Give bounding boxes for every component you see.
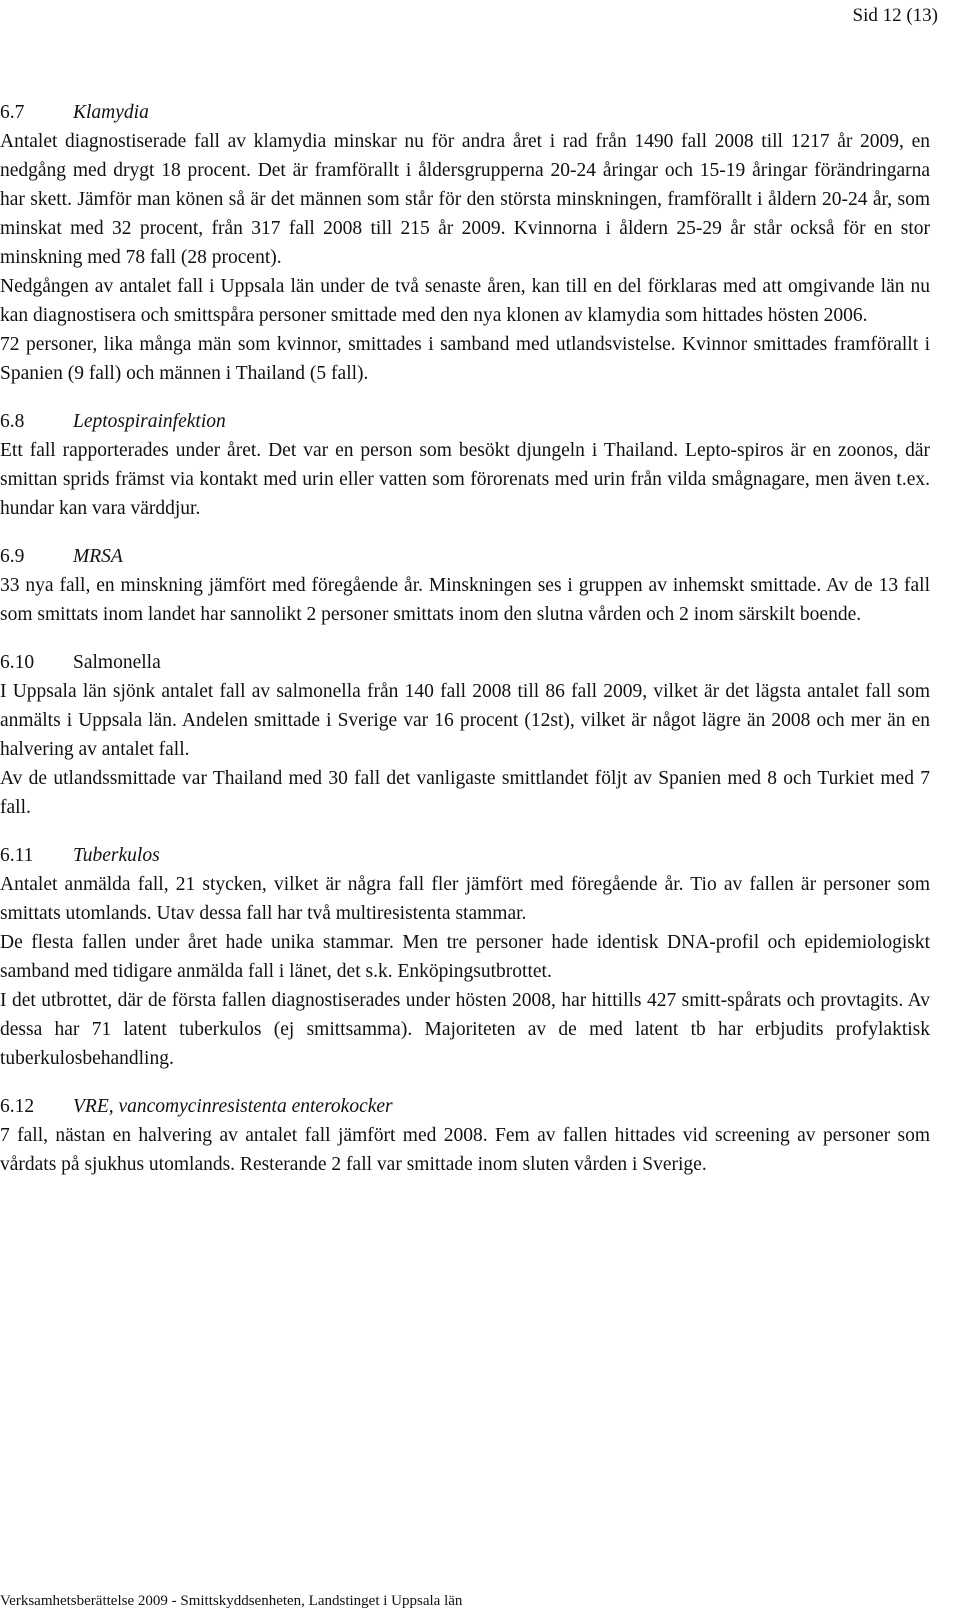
section-klamydia [0, 98, 930, 388]
paragraph: I Uppsala län sjönk antalet fall av salmonella från 140 fall 2008 till 86 fall 2009, vilket är det lägsta antalet fall som anmälts i Uppsala län. Andelen smittade i Sverige var 16 procent (12st), vilket är något lägre än 2008 och mer än en halvering av antalet fall. [0, 681, 930, 760]
section-heading [0, 407, 930, 436]
section-title: VRE, vancomycinresistenta enterokocker [73, 1096, 393, 1117]
section-tuberkulos [0, 841, 930, 1073]
paragraph: Antalet anmälda fall, 21 stycken, vilket är några fall fler jämfört med föregående år. Tio av fallen är personer som smittats utomlands. Utav dessa fall har två multiresistenta stammar. [0, 874, 930, 924]
paragraph: I det utbrottet, där de första fallen diagnostiserades under hösten 2008, har hittills 427 smitt-spårats och provtagits. Av dessa har 71 latent tuberkulos (ej smittsamma). Majoriteten av de med latent tb har erbjudits profylaktisk tuberkulosbehandling. [0, 990, 930, 1069]
section-heading [0, 648, 930, 677]
paragraph: 7 fall, nästan en halvering av antalet fall jämfört med 2008. Fem av fallen hittades vid screening av personer som vårdats på sjukhus utomlands. Resterande 2 fall var smittade inom sluten vården i Sverige. [0, 1125, 930, 1175]
section-title: MRSA [73, 546, 123, 567]
section-mrsa [0, 542, 930, 629]
section-number: 6.10 [0, 652, 35, 673]
paragraph: 72 personer, lika många män som kvinnor, smittades i samband med utlandsvistelse. Kvinnor smittades framförallt i Spanien (9 fall) och männen i Thailand (5 fall). [0, 334, 930, 384]
section-number: 6.9 [0, 546, 25, 567]
paragraph: Av de utlandssmittade var Thailand med 30 fall det vanligaste smittlandet följt av Spanien med 8 och Turkiet med 7 fall. [0, 768, 930, 818]
section-heading [0, 1092, 930, 1121]
paragraph: Antalet diagnostiserade fall av klamydia minskar nu för andra året i rad från 1490 fall 2008 till 1217 år 2009, en nedgång med drygt 18 procent. Det är framförallt i åldersgrupperna 20-24 åringar och 15-19 åringar förändringarna har skett. Jämför man könen så är det männen som står för den största minskningen, framförallt i åldern 20-24 år, som minskat med 32 procent, från 317 fall 2008 till 215 år 2009. Kvinnorna i åldern 25-29 år står också för en stor minskning med 78 fall (28 procent). [0, 131, 930, 268]
paragraph: Ett fall rapporterades under året. Det var en person som besökt djungeln i Thailand. Lepto-spiros är en zoonos, där smittan sprids främst via kontakt med urin eller vatten som förorenats med urin från vilda smågnagare, men även t.ex. hundar kan vara värddjur. [0, 440, 930, 519]
section-title: Tuberkulos [73, 845, 160, 866]
section-title: Leptospirainfektion [73, 411, 226, 432]
section-heading [0, 542, 930, 571]
section-heading [0, 841, 930, 870]
section-salmonella [0, 648, 930, 822]
section-vre [0, 1092, 930, 1179]
section-leptospirainfektion [0, 407, 930, 523]
section-title: Klamydia [73, 102, 149, 123]
paragraph: Nedgången av antalet fall i Uppsala län under de två senaste åren, kan till en del förklaras med att omgivande län nu kan diagnostisera och smittspåra personer smittade med den nya klonen av klamydia som hittades hösten 2006. [0, 276, 930, 326]
section-number: 6.7 [0, 102, 25, 123]
page-number: Sid 12 (13) [852, 5, 938, 26]
section-number: 6.12 [0, 1096, 35, 1117]
page-footer: Verksamhetsberättelse 2009 - Smittskyddsenheten, Landstinget i Uppsala län [0, 1593, 463, 1609]
section-number: 6.8 [0, 411, 25, 432]
paragraph: De flesta fallen under året hade unika stammar. Men tre personer hade identisk DNA-profil och epidemiologiskt samband med tidigare anmälda fall i länet, det s.k. Enköpingsutbrottet. [0, 932, 930, 982]
section-heading [0, 98, 930, 127]
section-title: Salmonella [73, 652, 161, 673]
paragraph: 33 nya fall, en minskning jämfört med föregående år. Minskningen ses i gruppen av inhemskt smittade. Av de 13 fall som smittats inom landet har sannolikt 2 personer smittats inom den slutna vården och 2 inom särskilt boende. [0, 575, 930, 625]
document-body [0, 98, 930, 1179]
section-number: 6.11 [0, 845, 34, 866]
